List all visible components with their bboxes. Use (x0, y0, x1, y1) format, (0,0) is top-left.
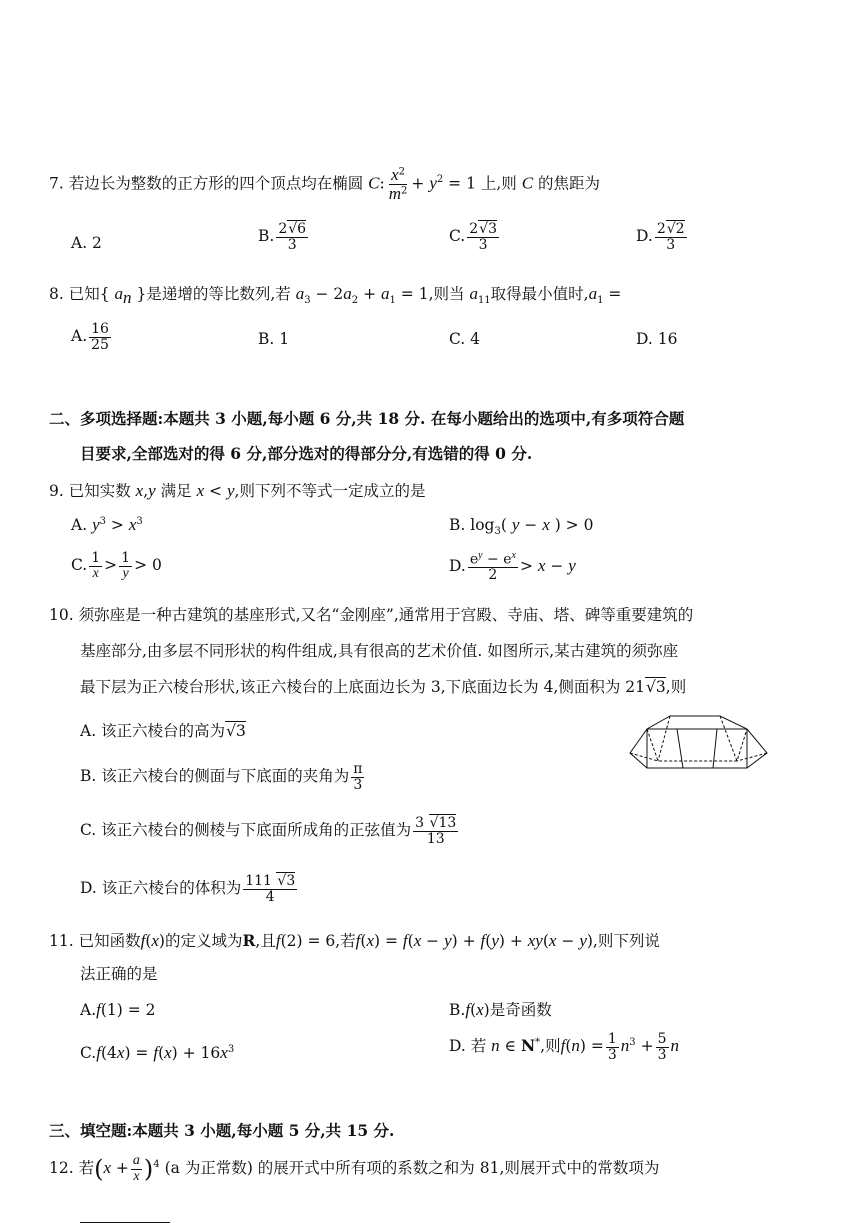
q8-option-a-label: A. (71, 327, 88, 346)
q9-option-a: A. $y^3 > x^3$ (71, 515, 143, 534)
q10-option-d-den: 4 (265, 888, 275, 905)
q7-b-num-root: 6 (297, 221, 307, 237)
q9-option-b-label: B. (449, 516, 466, 534)
q9-option-b: B. $\log_3$( y − x ) > 0 (449, 515, 594, 538)
q7-stem-end: 的焦距为 (538, 174, 601, 193)
q8-stem-end: 取得最小值时, (490, 285, 589, 303)
q8-stem-mid2: ,则当 (428, 285, 465, 303)
section2-heading-line2: 目要求,全部选对的得 6 分,部分选对的得部分分,有选错的得 0 分. (80, 444, 533, 463)
q10-option-d-num-root: 3 (286, 873, 296, 889)
q9-stem-mid: 满足 (160, 482, 192, 500)
q10-option-d-num-coef: 111 (245, 873, 272, 889)
q10-option-b-fraction (351, 762, 364, 792)
q7-stem: 7. 若边长为整数的正方形的四个顶点均在椭圆 C: $\frac{x^2}{m^2}$ + $y^2 = 1$ 上,则 C 的焦距为 (49, 165, 601, 203)
q9-c-frac1: $\frac{1}{x}$ (91, 550, 101, 581)
q9-option-d-label: D. (449, 557, 466, 576)
q10-option-a: A. 该正六棱台的高为√3 (80, 722, 246, 740)
section2-heading-line1: 二、多项选择题:本题共 3 小题,每小题 6 分,共 18 分. 在每小题给出的选项中,有多项符合题 (49, 409, 685, 428)
q9-stem-prefix: 9. 已知实数 (49, 482, 131, 500)
q10-option-d (80, 874, 299, 904)
q7-d-num-root: 2 (675, 221, 685, 237)
q10-option-c-fraction: $\frac{3 √13}{13}$ (415, 815, 457, 847)
q7-stem-prefix: 7. 若边长为整数的正方形的四个顶点均在椭圆 (49, 174, 364, 193)
q11-line1: 11. 已知函数f(x)的定义域为R,且f(2) = 6,若f(x) = f(x − y) + f(y) + xy(x − y),则下列说 (49, 931, 660, 950)
q7-option-d-label: D. (636, 227, 653, 246)
q7-option-c-label: C. (449, 227, 466, 246)
q11-line1-R: R (242, 931, 256, 950)
q9-c-frac2: $\frac{1}{y}$ (121, 550, 131, 581)
q10-line3-prefix: 最下层为正六棱台形状,该正六棱台的上底面边长为 3,下底面边长为 4,侧面积为 21 (80, 678, 646, 696)
q11-option-b-end: 是奇函数 (489, 1001, 552, 1019)
q7-option-b-label: B. (258, 227, 275, 246)
section3-heading: 三、填空题:本题共 3 小题,每小题 5 分,共 15 分. (49, 1121, 395, 1140)
q9-stem-end: ,则下列不等式一定成立的是 (234, 482, 426, 500)
q11-d-frac2: $\frac{5}{3}$ (657, 1031, 667, 1063)
q11-line2: 法正确的是 (80, 965, 158, 983)
q10-option-c-num-root: 13 (438, 815, 457, 831)
q11-option-b-label: B. (449, 1001, 466, 1019)
q7-c-den: 3 (478, 236, 488, 253)
q7-c-num-root: 3 (488, 221, 497, 237)
q12-answer-blank[interactable] (80, 1222, 170, 1223)
q8-option-b (258, 330, 289, 349)
q8-option-a-den: 25 (91, 336, 109, 353)
q11-line1-end: ,则下列说 (592, 932, 660, 950)
q10-line2: 基座部分,由多层不同形状的构件组成,具有很高的艺术价值. 如图所示,某古建筑的须弥座 (80, 642, 679, 660)
q10-option-d-prefix: D. 该正六棱台的体积为 (80, 879, 242, 898)
q11-line1-mid2: ,且 (255, 932, 276, 950)
q8-option-d-text: D. 16 (636, 330, 678, 348)
q11-option-a: A.f(1) = 2 (80, 1000, 156, 1019)
q8-stem-mid: 是递增的等比数列,若 (146, 285, 291, 303)
q9-stem: 9. 已知实数 x,y 满足 x < y,则下列不等式一定成立的是 (49, 481, 426, 500)
q9-option-a-label: A. (71, 516, 88, 534)
q11-option-b: B.f(x)是奇函数 (449, 1000, 552, 1019)
q7-ellipse-c: C (368, 173, 380, 193)
q11-option-d-mid: ,则 (540, 1037, 561, 1056)
q10-line1: 10. 须弥座是一种古建筑的基座形式,又名“金刚座”,通常用于宫殿、寺庙、塔、碑等重要建筑的 (49, 606, 694, 624)
q7-ellipse-fraction: $\frac{x^2}{m^2}$ (388, 165, 408, 203)
q10-option-b-num: π (353, 761, 363, 777)
q8-option-a-fraction (89, 322, 111, 352)
q8-option-c (449, 330, 480, 349)
q9-option-d: D. $\frac{e^y - e^x}{2}$ > x − y (449, 550, 576, 584)
q12-prefix: 12. 若 (49, 1159, 95, 1178)
q10-option-a-prefix: A. 该正六棱台的高为 (80, 722, 226, 740)
q8-option-a-num: 16 (91, 321, 109, 337)
q11-option-a-label: A. (80, 1001, 97, 1019)
q11-line1-mid: 的定义域为 (164, 932, 243, 950)
q7-option-a (71, 234, 102, 253)
q10-option-c-prefix: C. 该正六棱台的侧棱与下底面所成角的正弦值为 (80, 821, 412, 840)
q7-d-num-coef: 2 (656, 221, 666, 237)
q11-option-d: D. 若 n ∈ N*,则f(n) = $\frac{1}{3}$ $n^3$ + $\frac{5}{3}$ n (449, 1031, 680, 1063)
q10-option-b-prefix: B. 该正六棱台的侧面与下底面的夹角为 (80, 767, 350, 786)
q9-option-c: C. $\frac{1}{x}$ > $\frac{1}{y}$ > 0 (71, 550, 162, 581)
q12-mid: (a 为正常数) 的展开式中所有项的系数之和为 81,则展开式中的常数项为 (164, 1159, 660, 1178)
q11-option-d-label: D. 若 (449, 1037, 487, 1056)
q7-b-num-coef: 2 (278, 221, 288, 237)
q7-option-d-fraction: $\frac{2√2}{3}$ (656, 221, 685, 253)
q11-line1-mid3: ,若 (335, 932, 356, 950)
q7-option-c-fraction: $\frac{2√3}{3}$ (469, 221, 497, 253)
q10-line3: 最下层为正六棱台形状,该正六棱台的上底面边长为 3,下底面边长为 4,侧面积为 21√3,则 (80, 678, 687, 696)
q7-d-den: 3 (666, 236, 676, 253)
q10-option-a-root: 3 (235, 722, 246, 740)
q9-option-c-label: C. (71, 556, 88, 575)
q7-c-num-coef: 2 (469, 221, 479, 237)
q10-option-b-den: 3 (353, 776, 363, 793)
q9-d-frac: $\frac{e^y - e^x}{2}$ (469, 550, 516, 584)
q11-d-frac1: $\frac{1}{3}$ (607, 1031, 617, 1063)
q12-stem: 12. 若(x + $\frac{a}{x}$ )$^4$ (a 为正常数) 的展开式中所有项的系数之和为 81,则展开式中的常数项为 (49, 1153, 660, 1184)
q7-b-den: 3 (287, 236, 297, 253)
q7-c-symbol: C (521, 173, 534, 193)
q10-option-c-den: 13 (426, 830, 445, 847)
q8-option-c-text: C. 4 (449, 330, 481, 348)
q10-option-d-fraction: $\frac{111 √3}{4}$ (245, 873, 296, 905)
q11-line1-prefix: 11. 已知函数 (49, 932, 141, 950)
q11-option-c: $C.f(4x) = f(x) + 16x^3$ (80, 1043, 235, 1062)
q7-option-a-text: A. 2 (71, 234, 102, 252)
q7-option-b-fraction: $\frac{2√6}{3}$ (278, 221, 307, 253)
hexagonal-frustum-figure (625, 710, 770, 772)
q8-option-b-text: B. 1 (258, 330, 290, 348)
q10-option-b (80, 762, 366, 792)
q8-stem-prefix: 8. 已知 (49, 285, 100, 303)
q12-fraction: $\frac{a}{x}$ (132, 1153, 140, 1184)
q10-option-c (80, 816, 460, 846)
q8-stem: 8. 已知{ $a_n$ }是递增的等比数列,若 $a_3 - 2a_2 + a_1 = 1$,则当 $a_{11}$取得最小值时$,a_1$ = (49, 284, 622, 308)
q7-option-b (258, 222, 310, 252)
q7-option-d (636, 222, 689, 252)
q10-option-c-num-coef: 3 (415, 815, 425, 831)
q8-option-d (636, 330, 677, 349)
q10-line3-end: ,则 (665, 678, 687, 696)
q10-line3-root: 3 (655, 678, 666, 696)
q7-option-c (449, 222, 501, 252)
q7-stem-suffix: 上,则 (480, 174, 517, 193)
q8-option-a (71, 322, 113, 352)
q11-option-c-label: C. (80, 1044, 97, 1062)
